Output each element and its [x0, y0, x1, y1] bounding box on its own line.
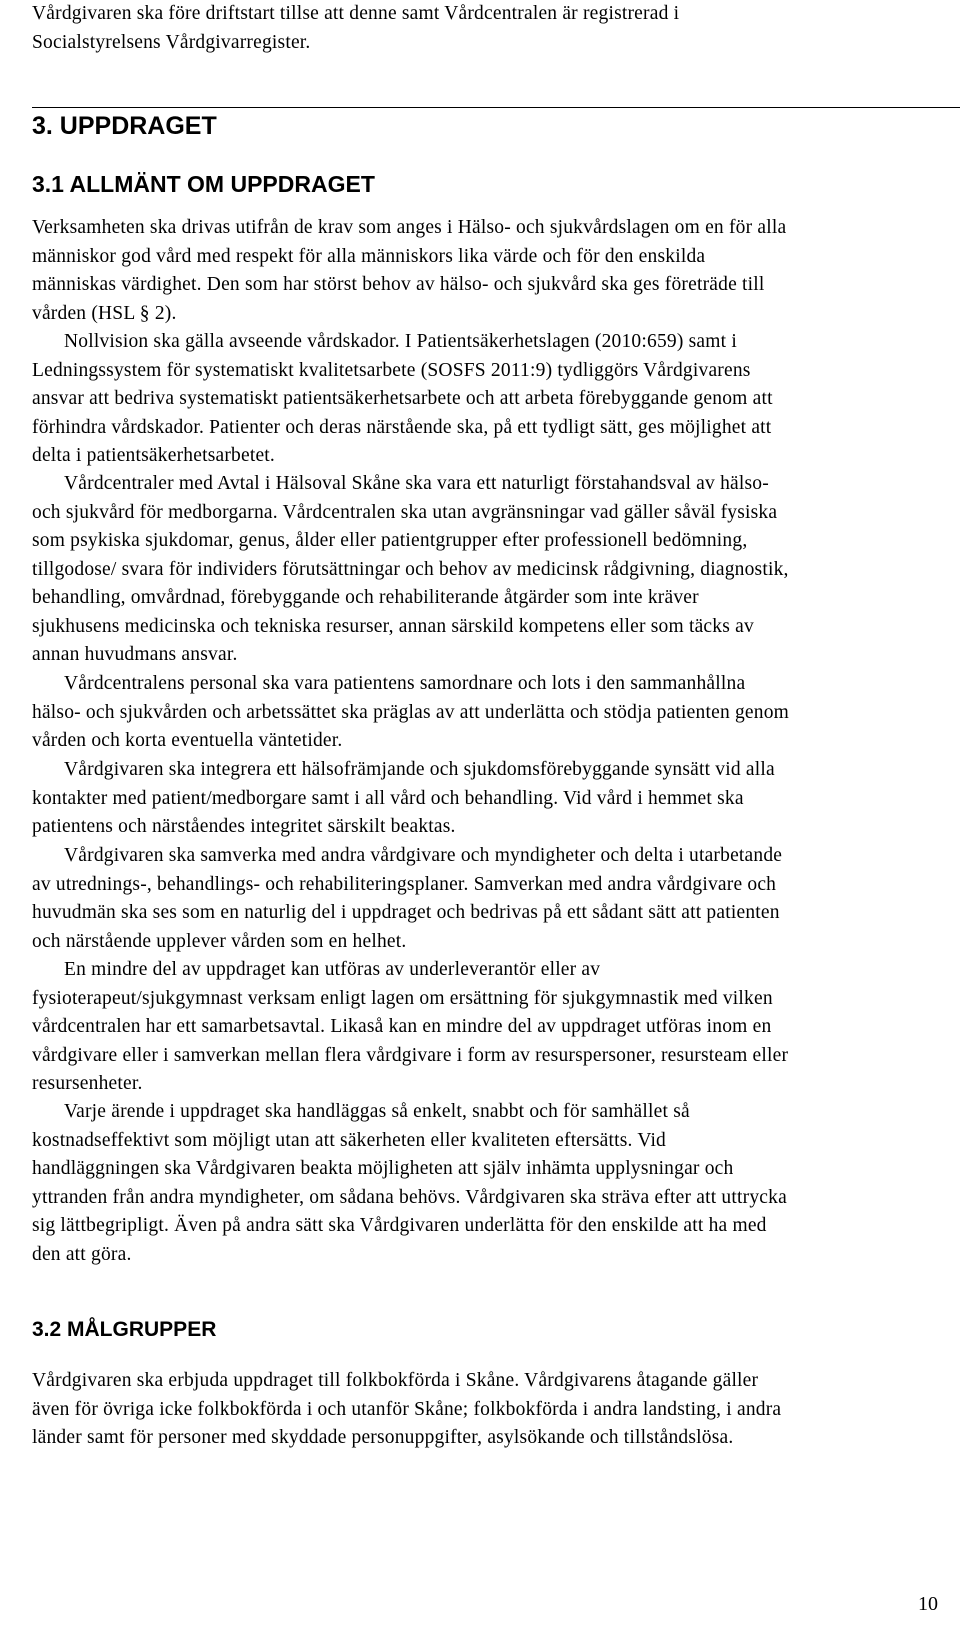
text-line: vården (HSL § 2). — [32, 302, 177, 324]
text-line: förhindra vårdskador. Patienter och deras närstående ska, på ett tydligt sätt, ges möjlighet att — [32, 416, 772, 438]
section-3-2-heading: 3.2 MÅLGRUPPER — [32, 1318, 217, 1341]
text-line: och sjukvård för medborgarna. Vårdcentralen ska utan avgränsningar vad gäller såväl fysiska — [32, 501, 778, 523]
text-line: huvudmän ska ses som en naturlig del i uppdraget och bedrivas på ett sådant sätt att patienten — [32, 902, 780, 923]
section-3-1-heading: 3.1 ALLMÄNT OM UPPDRAGET — [32, 171, 375, 197]
text-line: Verksamheten ska drivas utifrån de krav som anges i Hälso- och sjukvårdslagen om en för alla — [32, 217, 787, 238]
text-line: Vårdcentralens personal ska vara patientens samordnare och lots i den sammanhållna — [64, 673, 746, 694]
text-line: Vårdgivaren ska före driftstart tillse att denne samt Vårdcentralen är registrerad i — [32, 3, 680, 24]
paragraph-collaboration — [32, 842, 782, 956]
text-line: vårdgivare eller i samverkan mellan flera vårdgivare i form av resurspersoner, resursteam eller — [32, 1044, 789, 1066]
text-line: annan huvudmans ansvar. — [32, 644, 238, 665]
paragraph-care-coordination — [32, 670, 789, 756]
text-line: Varje ärende i uppdraget ska handläggas så enkelt, snabbt och för samhället så — [64, 1101, 690, 1122]
text-line: Vårdgivaren ska erbjuda uppdraget till folkbokförda i Skåne. Vårdgivarens åtagande gäller — [32, 1370, 759, 1391]
text-line: handläggningen ska Vårdgivaren beakta möjligheten att själv inhämta upplysningar och — [32, 1158, 734, 1179]
text-line: fysioterapeut/sjukgymnast verksam enligt lagen om ersättning för sjukgymnastik med vilken — [32, 987, 773, 1009]
text-line: Vårdgivaren ska integrera ett hälsofrämjande och sjukdomsförebyggande synsätt vid alla — [64, 759, 775, 780]
paragraph-health-promotion — [32, 756, 775, 842]
paragraph-subcontractors — [32, 956, 788, 1099]
text-line: ansvar att bedriva systematiskt patientsäkerhetsarbete och att arbeta förebyggande genom att — [32, 388, 773, 409]
text-line: patientens och närståendes integritet särskilt beaktas. — [32, 816, 456, 837]
text-line: Vårdcentraler med Avtal i Hälsoval Skåne ska vara ett naturligt förstahandsval av hälso- — [64, 473, 769, 494]
paragraph-patient-safety — [32, 328, 773, 471]
text-line: hälso- och sjukvården och arbetssättet ska präglas av att underlätta och stödja patienten genom — [32, 701, 790, 723]
text-line: av utrednings-, behandlings- och rehabiliteringsplaner. Samverkan med andra vårdgivare och — [32, 873, 777, 895]
paragraph-case-handling — [32, 1098, 787, 1269]
text-line: Socialstyrelsens Vårdgivarregister. — [32, 31, 311, 53]
text-line: sig lättbegripligt. Även på andra sätt ska Vårdgivaren underlätta för den enskilde att ha med — [32, 1215, 767, 1236]
text-line: vården och korta eventuella väntetider. — [32, 730, 343, 751]
text-line: Ledningssystem för systematiskt kvalitetsarbete (SOSFS 2011:9) tydliggörs Vårdgivarens — [32, 359, 751, 381]
text-line: människor god vård med respekt för alla människors lika värde och för den enskilda — [32, 245, 706, 267]
paragraph-primary-care — [32, 470, 789, 670]
text-line: vårdcentralen har ett samarbetsavtal. Likaså kan en mindre del av uppdraget utföras inom en — [32, 1016, 772, 1037]
text-line: sjukhusens medicinska och tekniska resurser, annan särskild kompetens eller som täcks av — [32, 615, 754, 637]
text-line: och närstående upplever vården som en helhet. — [32, 930, 407, 952]
text-line: den att göra. — [32, 1243, 132, 1265]
text-line: Vårdgivaren ska samverka med andra vårdgivare och myndigheter och delta i utarbetande — [64, 845, 783, 866]
text-line: resursenheter. — [32, 1073, 143, 1094]
text-line: tillgodose/ svara för individers förutsättningar och behov av medicinsk rådgivning, diagnostik, — [32, 558, 789, 580]
text-line: delta i patientsäkerhetsarbetet. — [32, 445, 275, 466]
page-number: 10 — [918, 1593, 938, 1615]
text-line: behandling, omvårdnad, förebyggande och rehabiliterande åtgärder som inte kräver — [32, 587, 699, 608]
text-line: människas värdighet. Den som har störst behov av hälso- och sjukvård ska ges företräde till — [32, 274, 765, 295]
text-line: länder samt för personer med skyddade personuppgifter, asylsökande och tillståndslösa. — [32, 1427, 734, 1448]
text-line: även för övriga icke folkbokförda i och utanför Skåne; folkbokförda i andra landsting, i andra — [32, 1398, 782, 1420]
text-line: Nollvision ska gälla avseende vårdskador. I Patientsäkerhetslagen (2010:659) samt i — [64, 331, 737, 352]
paragraph-care-principles — [32, 214, 786, 328]
text-line: kostnadseffektivt som möjligt utan att säkerheten eller kvaliteten eftersätts. Vid — [32, 1129, 667, 1151]
text-line: som psykiska sjukdomar, genus, ålder eller patientgrupper efter professionell bedömning, — [32, 530, 748, 551]
text-line: En mindre del av uppdraget kan utföras av underleverantör eller av — [64, 959, 601, 980]
text-line: yttranden från andra myndigheter, om sådana behövs. Vårdgivaren ska sträva efter att uttrycka — [32, 1186, 787, 1208]
section-3-heading: 3. UPPDRAGET — [32, 112, 217, 140]
paragraph-target-groups — [32, 1367, 781, 1453]
intro-paragraph — [32, 0, 679, 57]
section-divider — [32, 107, 960, 108]
text-line: kontakter med patient/medborgare samt i all vård och behandling. Vid vård i hemmet ska — [32, 787, 744, 809]
